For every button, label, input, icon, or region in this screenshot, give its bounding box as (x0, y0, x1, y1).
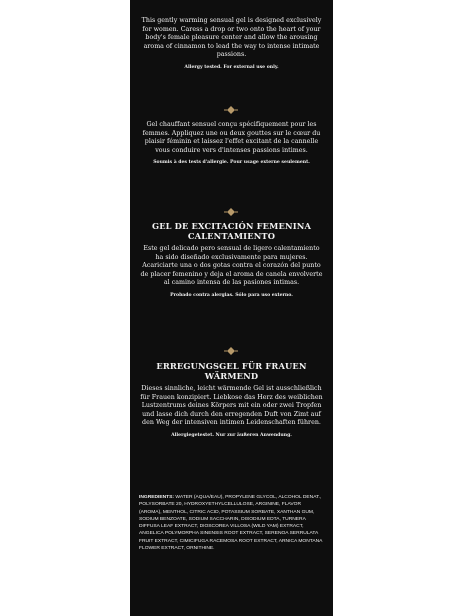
spanish-section (139, 221, 324, 299)
ornament-diamond-icon (224, 208, 238, 216)
german-section (139, 361, 324, 439)
product-label-panel (130, 0, 333, 616)
ornament-diamond-icon (224, 347, 238, 355)
ornament-diamond-icon (224, 106, 238, 114)
spanish-body: Este gel delicado pero sensual de ligero calentamiento ha sido diseñado exclusivamente para mujeres. Acariciarte una o dos gotas contra el corazón del punto de placer femenino y deja el aroma de canela envolverte al camino intensa de las pasiones intimas. (140, 245, 323, 287)
german-note: Allergiegetestet. Nur zur äußeren Anwendung. (171, 432, 292, 438)
french-section (139, 121, 324, 166)
french-note: Soumis à des tests d'allergie. Pour usage externe seulement. (153, 160, 310, 166)
german-heading: ERREGUNGSGEL FÜR FRAUEN WÄRMEND (156, 361, 307, 381)
ingredients-text (139, 494, 324, 552)
french-body: Gel chauffant sensuel conçu spécifiquement pour les femmes. Appliquez une ou deux gouttes sur le cœur du plaisir féminin et laissez l'effet excitant de la cannelle vous conduire vers d'intenses passions intimes. (142, 121, 321, 154)
english-note: Allergy tested. For external use only. (184, 64, 279, 70)
english-section (139, 17, 324, 71)
ingredients-list: WATER (AQUA/EAU), PROPYLENE GLYCOL, ALCOHOL DENAT., POLYSORBATE 20, HYDROXYETHYLCELLULOSE, ARGININE, FLAVOR (AROMA), MENTHOL, CITRIC ACID, POTASSIUM SORBATE, XANTHAN GUM, SODIUM BENZOATE, SODIUM SACCHARIN, DISODIUM EDTA, TURNERA DIFFUSA LEAF EXTRACT, DIOSCOREA VILLOSA (WILD YAM) EXTRACT, ANGELICA POLYMORPHA SINENSIS ROOT EXTRACT, SERENOA SERRULATA FRUIT EXTRACT, CIMICIFUGA RACEMOSA ROOT EXTRACT, ARNICA MONTANA FLOWER EXTRACT, ORNITHINE. (139, 495, 323, 552)
spanish-heading: GEL DE EXCITACIÓN FEMENINA CALENTAMIENTO (151, 221, 312, 241)
ingredients-section (139, 494, 324, 552)
spanish-note: Probado contra alergias. Sólo para uso externo. (170, 292, 293, 298)
ingredients-label: INGREDIENTS: (139, 495, 175, 500)
english-body: This gently warming sensual gel is designed exclusively for women. Caress a drop or two onto the heart of your body's female pleasure center and allow the arousing aroma of cinnamon to lead the way to intense intimate passions. (141, 17, 322, 59)
german-body: Dieses sinnliche, leicht wärmende Gel ist ausschließlich für Frauen konzipiert. Liebkose das Herz des weiblichen Lustzentrums deines Körpers mit ein oder zwei Tropfen und lasse dich durch den erregenden Duft von Zimt auf den Weg der intensiven intimen Leidenschaften führen. (140, 385, 323, 427)
